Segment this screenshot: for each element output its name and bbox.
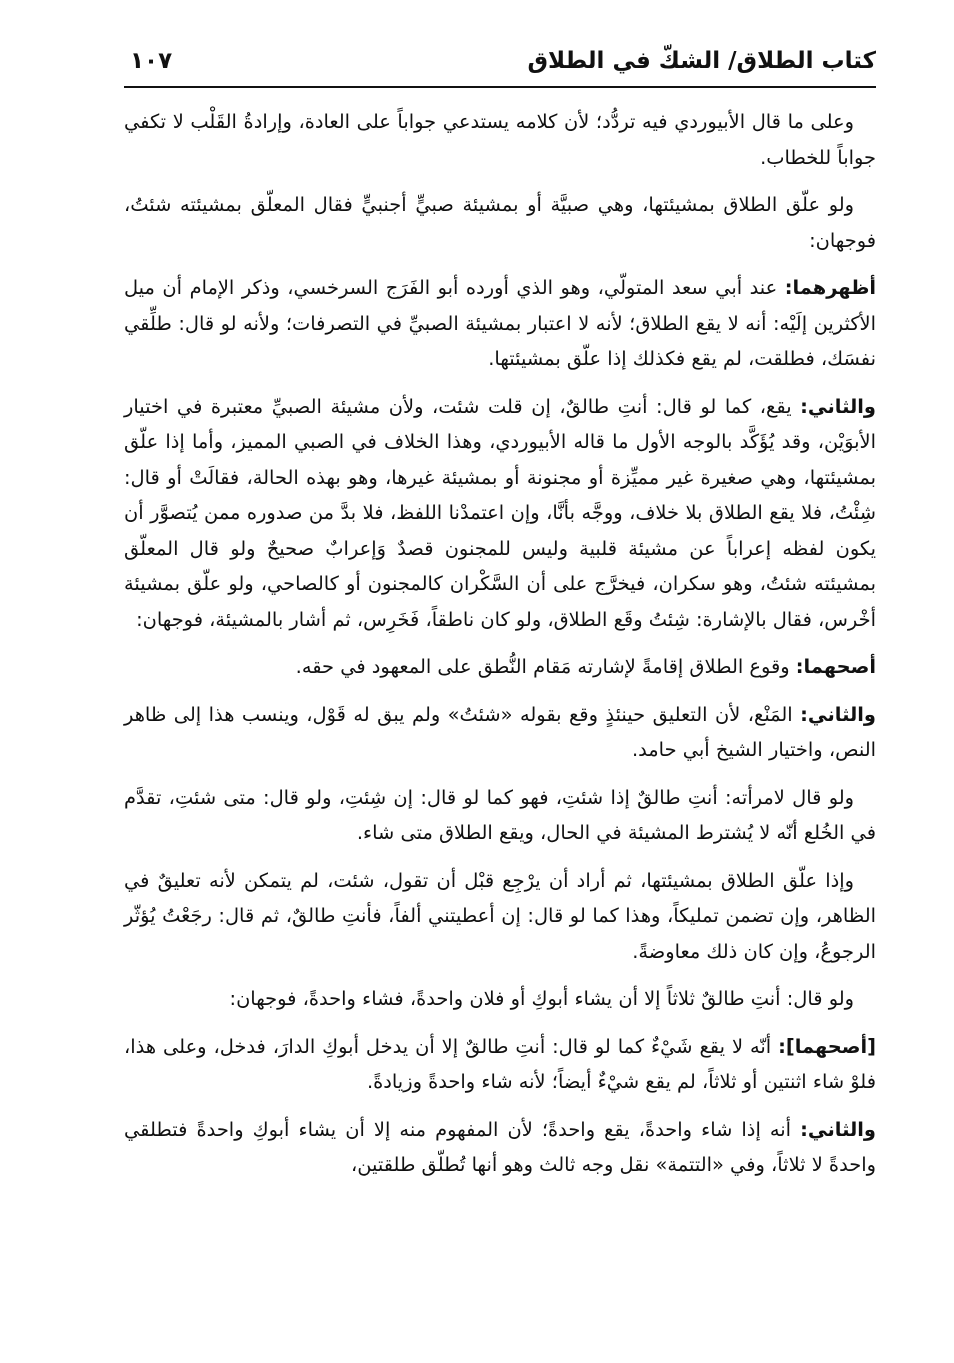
- paragraph-text: المَنْع، لأن التعليق حينئذٍ وقع بقوله «شئتُ» ولم يبق له قَوْل، وينسب هذا إلى ظاهر النص، واختيار الشيخ أبي حامد.: [124, 702, 876, 761]
- paragraph-lead: والثاني:: [800, 394, 876, 418]
- paragraph: [124, 981, 876, 1017]
- paragraph: [124, 780, 876, 851]
- paragraph: [124, 863, 876, 970]
- paragraph-text: ولو قال لامرأته: أنتِ طالقٌ إذا شئتِ، فهو كما لو قال: إن شِئتِ، ولو قال: متى شئتِ، تقدَّم في الخُلع أنّه لا يُشترط المشيئة في الحال، ويقع الطلاق متى شاء.: [124, 785, 876, 844]
- paragraph: [124, 1029, 876, 1100]
- paragraph-text: عند أبي سعد المتولّي، وهو الذي أورده أبو الفَرَج السرخسي، وذكر الإمام أن ميل الأكثرين إلَيْه: أنه لا يقع الطلاق؛ لأنه لا اعتبار بمشيئة الصبيِّ في التصرفات؛ ولأنه لو قال: طلِّقي نفسَك، فطلقت، لم يقع فكذلك إذا علّق بمشيئتها.: [124, 276, 876, 370]
- running-title: كتاب الطلاق/ الشكّ في الطلاق: [527, 48, 876, 74]
- paragraph-lead: والثاني:: [800, 1117, 876, 1141]
- paragraph-text: ولو قال: أنتِ طالقٌ ثلاثاً إلا أن يشاء أبوكِ أو فلان واحدةً، فشاء واحدةً، فوجهان:: [229, 987, 854, 1010]
- book-page: [124, 42, 876, 1332]
- page-number: ١٠٧: [130, 48, 173, 74]
- paragraph: [124, 187, 876, 258]
- paragraph: [124, 649, 876, 685]
- paragraph: [124, 104, 876, 175]
- paragraph-text: وإذا علّق الطلاق بمشيئتها، ثم أراد أن يرْجِع قبْل أن تقول، شئت، لم يتمكن لأنه تعليقٌ في الظاهر، وإن تضمن تمليكاً، وهذا كما لو قال: إن أعطيتني ألفاً، فأنتِ طالقٌ، ثم قال: رجَعْتُ يُؤثّر الرجوعُ، وإن كان ذلك معاوضةً.: [124, 868, 876, 963]
- paragraph: [124, 697, 876, 768]
- paragraph-lead: والثاني:: [800, 702, 876, 726]
- paragraph: [124, 270, 876, 377]
- paragraph: [124, 389, 876, 638]
- paragraph-lead: أصحهما:: [795, 655, 876, 678]
- paragraph-text: أنه إذا شاء واحدةً، يقع واحدةً؛ لأن المفهوم منه إلا أن يشاء أبوكِ واحدةً فتطلقي واحدةً لا ثلاثاً، وفي «التتمة» نقل وجه ثالث وهو أنها تُطلّق طلقتين،: [124, 1117, 876, 1176]
- paragraph-text: ولو علّق الطلاق بمشيئتها، وهي صبيَّة أو بمشيئة صبيٍّ أجنبيٍّ فقال المعلّق بمشيئته شئتُ، فوجهان:: [124, 193, 876, 252]
- paragraph: [124, 1112, 876, 1183]
- paragraph-text: يقع، كما لو قال: أنتِ طالقٌ، إن قلت شئت، ولأن مشيئة الصبيِّ معتبرة في اختيار الأبوَيْن، وقد يُؤَكَّد بالوجه الأول ما قاله الأبيوردي، وهذا الخلاف في الصبي المميز، وأما إذا علّق بمشيئتها، وهي صغيرة غير مميِّزة أو مجنونة أو بمشيئة غيرها، وهو بهذه الحالة، فقالَتْ أو قال: شِئْتُ، فلا يقع الطلاق بلا خلاف، ووجَّه بأنَّا، وإن اعتمدْنا اللفظ، فلا بدَّ من صدوره ممن يُتصوَّر أن يكون لفظه إعراباً عن مشيئة قلبية وليس للمجنون قصدٌ وَإعرابٌ صحيحٌ ولو قال المعلّق بمشيئته شئتُ، وهو سكران، فيخرَّج على أن السَّكْران كالمجنون أو كالصاحي، ولو علّق بمشيئة أخْرس، فقال بالإشارة: شِئتُ وقَع الطلاق، ولو كان ناطقاً، فَخَرِس، ثم أشار بالمشيئة، فوجهان:: [124, 394, 876, 631]
- paragraph-lead: [أصحهما]:: [778, 1034, 876, 1058]
- paragraph-lead: أظهرهما:: [784, 276, 876, 299]
- body-text: [124, 104, 876, 1183]
- paragraph-text: أنّه لا يقع شَيْءٌ كما لو قال: أنتِ طالقٌ إلا أن يدخل أبوكِ الدارَ، فدخل، وعلى هذا، فلوْ شاء اثنتين أو ثلاثاً، لم يقع شيْءٌ أيضاً؛ لأنه شاء واحدةً وزيادةً.: [124, 1034, 876, 1093]
- running-header: [124, 42, 876, 88]
- paragraph-text: وعلى ما قال الأبيوردي فيه تردُّد؛ لأن كلامه يستدعي جواباً على العادة، وإرادةُ القَلْب لا تكفي جواباً للخطاب.: [124, 110, 876, 169]
- paragraph-text: وقوع الطلاق إقامةً لإشارته مَقام النُّطق على المعهود في حقه.: [295, 655, 790, 678]
